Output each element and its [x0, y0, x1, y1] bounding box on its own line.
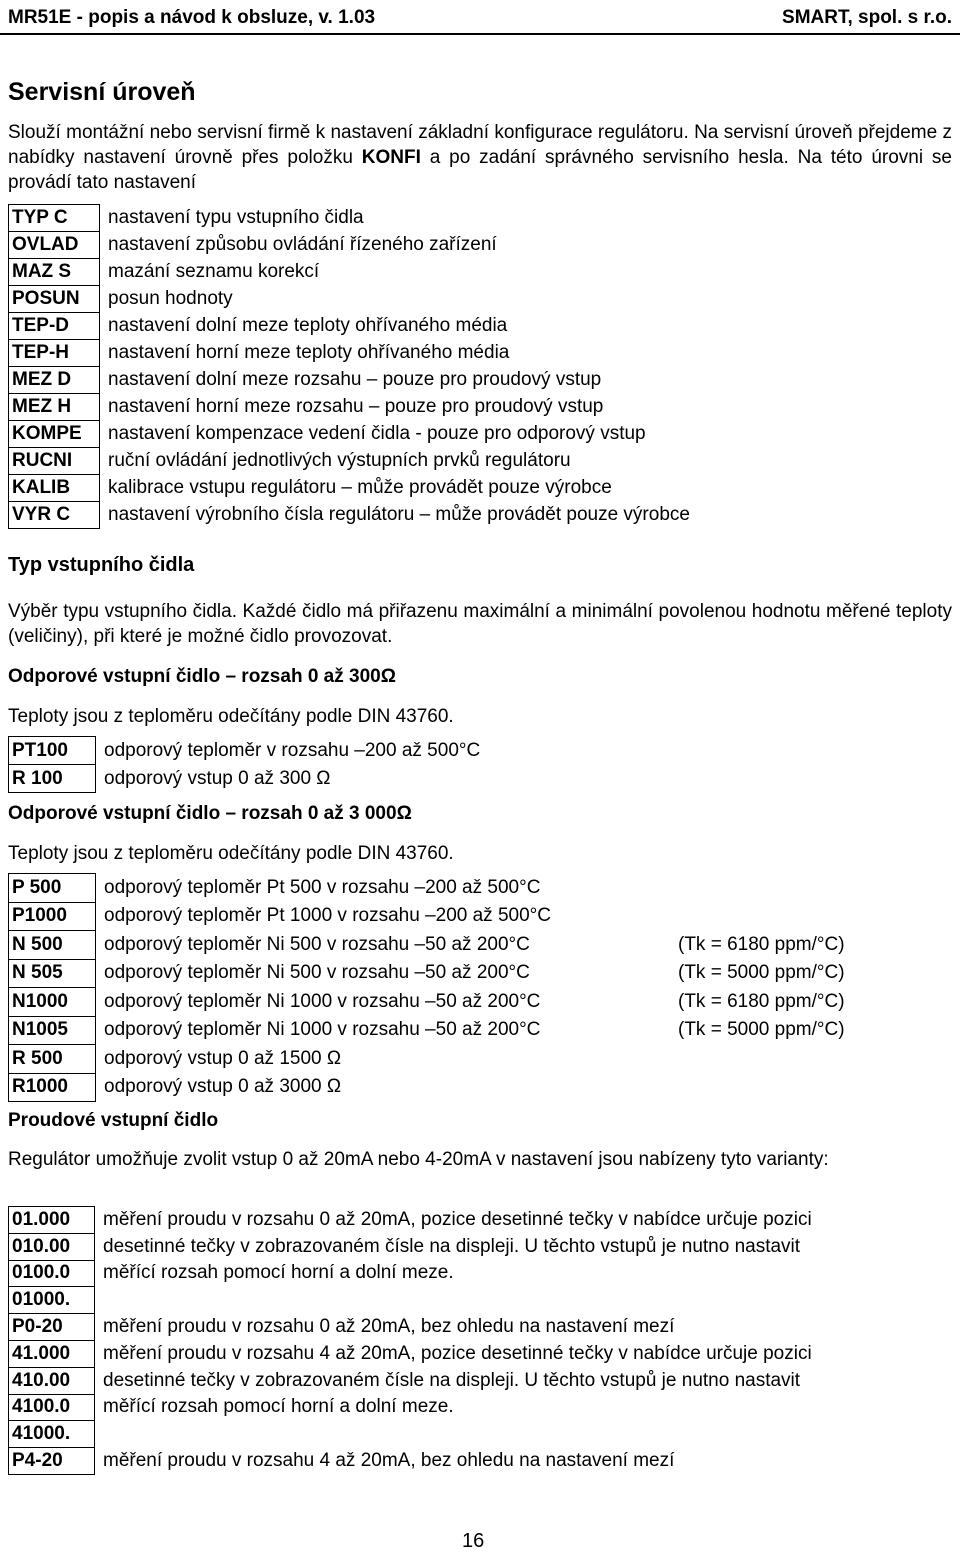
table-row	[9, 313, 690, 340]
header-left: MR51E - popis a návod k obsluze, v. 1.03	[8, 7, 376, 28]
row-description-text: kalibrace vstupu regulátoru – může provádět pouze výrobce	[108, 477, 612, 498]
table-row	[9, 1287, 813, 1314]
row-code: MAZ S	[9, 259, 100, 286]
table-row	[9, 931, 552, 960]
table-row	[9, 1367, 813, 1394]
table-row	[9, 902, 552, 931]
row-description	[100, 259, 690, 286]
table-row	[9, 286, 690, 313]
table-row	[9, 205, 690, 232]
row-description	[96, 1073, 552, 1102]
row-description-text: odporový teploměr Ni 500 v rozsahu –50 až 200°C	[104, 933, 530, 955]
row-description	[96, 765, 481, 793]
row-description-text: odporový teploměr v rozsahu –200 až 500°C	[104, 739, 481, 761]
row-description	[96, 902, 552, 931]
table-row	[9, 1421, 813, 1448]
row-description	[100, 232, 690, 259]
row-description-text: odporový teploměr Ni 1000 v rozsahu –50 až 200°C	[104, 990, 541, 1012]
row-code: N1005	[9, 1016, 96, 1045]
row-description	[96, 959, 845, 988]
row-description	[95, 1367, 813, 1394]
row-code: P 500	[9, 874, 96, 903]
section-title-service-level: Servisní úroveň	[8, 78, 196, 106]
row-code: KALIB	[9, 475, 100, 502]
row-description-text: měření proudu v rozsahu 4 až 20mA, bez ohledu na nastavení mezí	[103, 1450, 675, 1472]
row-code: POSUN	[9, 286, 100, 313]
row-code: 0100.0	[9, 1260, 95, 1287]
table-row	[9, 421, 690, 448]
din-note-1: Teploty jsou z teploměru odečítány podle DIN 43760.	[8, 706, 454, 727]
table-row	[9, 340, 690, 367]
row-description	[95, 1287, 813, 1314]
table-row	[9, 959, 552, 988]
table-row	[9, 988, 552, 1017]
konfi-keyword: KONFI	[361, 147, 421, 168]
row-description	[100, 475, 690, 502]
row-description-text: desetinné tečky v zobrazovaném čísle na displeji. U těchto vstupů je nutno nastavit	[103, 1235, 801, 1257]
row-description	[96, 737, 481, 765]
table-row	[9, 1340, 813, 1367]
row-description-text: měřící rozsah pomocí horní a dolní meze.	[103, 1262, 454, 1284]
table-row	[9, 232, 690, 259]
row-code: R 500	[9, 1045, 96, 1074]
row-code: R 100	[9, 765, 96, 793]
table-row	[9, 1233, 813, 1260]
row-description	[95, 1340, 813, 1367]
subsection-resistive-3000: Odporové vstupní čidlo – rozsah 0 až 3 000Ω	[8, 803, 412, 824]
row-description-text: mazání seznamu korekcí	[108, 261, 320, 282]
row-code: 41.000	[9, 1340, 95, 1367]
row-description	[100, 313, 690, 340]
row-description	[100, 502, 690, 529]
table-row	[9, 1314, 813, 1341]
row-code: MEZ D	[9, 367, 100, 394]
page-number: 16	[462, 1530, 485, 1552]
row-tk-coefficient: (Tk = 5000 ppm/°C)	[678, 962, 845, 984]
row-code: 41000.	[9, 1421, 95, 1448]
resistive-3000-table	[8, 873, 845, 1102]
row-description-text: nastavení způsobu ovládání řízeného zařízení	[108, 234, 497, 255]
service-level-intro: Slouží montážní nebo servisní firmě k nastavení základní konfigurace regulátoru. Na servisní úroveň přejdeme z nabídky nastavení úrovně přes položku KONFI a po zadání správného servisního hesla. Na této úrovni se provádí tato nastavení	[8, 122, 952, 193]
row-code: P1000	[9, 902, 96, 931]
row-description-text: nastavení výrobního čísla regulátoru – může provádět pouze výrobce	[108, 504, 690, 525]
table-row	[9, 1207, 813, 1234]
row-description	[96, 931, 845, 960]
row-code: TYP C	[9, 205, 100, 232]
row-description	[96, 1016, 845, 1045]
row-tk-coefficient: (Tk = 6180 ppm/°C)	[678, 990, 845, 1012]
row-code: MEZ H	[9, 394, 100, 421]
row-description	[95, 1207, 813, 1234]
row-description-text: odporový vstup 0 až 3000 Ω	[104, 1076, 342, 1098]
row-description	[100, 340, 690, 367]
row-description-text: nastavení dolní meze rozsahu – pouze pro proudový vstup	[108, 369, 602, 390]
row-description	[95, 1260, 813, 1287]
header-rule	[0, 33, 960, 35]
row-code: 4100.0	[9, 1394, 95, 1421]
table-row	[9, 394, 690, 421]
row-description-text: měření proudu v rozsahu 0 až 20mA, pozice desetinné tečky v nabídce určuje pozici	[103, 1208, 812, 1230]
settings-table	[8, 204, 690, 529]
row-code: N 500	[9, 931, 96, 960]
row-description	[100, 421, 690, 448]
section-title-input-sensor: Typ vstupního čidla	[8, 554, 195, 576]
row-code: 410.00	[9, 1367, 95, 1394]
table-row	[9, 1016, 552, 1045]
table-row	[9, 1073, 552, 1102]
row-description	[96, 874, 552, 903]
row-code: OVLAD	[9, 232, 100, 259]
row-description	[100, 205, 690, 232]
row-code: 01000.	[9, 1287, 95, 1314]
row-code: P4-20	[9, 1448, 95, 1475]
row-code: VYR C	[9, 502, 100, 529]
row-description-text: odporový vstup 0 až 1500 Ω	[104, 1047, 342, 1069]
row-tk-coefficient: (Tk = 6180 ppm/°C)	[678, 933, 845, 955]
row-description-text: posun hodnoty	[108, 288, 233, 309]
row-code: TEP-D	[9, 313, 100, 340]
row-tk-coefficient: (Tk = 5000 ppm/°C)	[678, 1019, 845, 1041]
din-note-2: Teploty jsou z teploměru odečítány podle DIN 43760.	[8, 843, 454, 864]
row-description	[95, 1421, 813, 1448]
row-description-text: měření proudu v rozsahu 0 až 20mA, bez ohledu na nastavení mezí	[103, 1316, 675, 1338]
row-code: R1000	[9, 1073, 96, 1102]
row-description-text: odporový teploměr Ni 1000 v rozsahu –50 až 200°C	[104, 1019, 541, 1041]
row-code: 01.000	[9, 1207, 95, 1234]
table-row	[9, 765, 481, 793]
table-row	[9, 475, 690, 502]
row-description-text: odporový teploměr Pt 500 v rozsahu –200 až 500°C	[104, 876, 541, 898]
current-intro: Regulátor umožňuje zvolit vstup 0 až 20mA nebo 4-20mA v nastavení jsou nabízeny tyto varianty:	[8, 1149, 829, 1170]
subsection-current: Proudové vstupní čidlo	[8, 1110, 219, 1131]
row-description	[96, 988, 845, 1017]
row-description	[100, 367, 690, 394]
row-code: N1000	[9, 988, 96, 1017]
table-row	[9, 1045, 552, 1074]
row-description-text: nastavení horní meze rozsahu – pouze pro proudový vstup	[108, 396, 604, 417]
table-row	[9, 1260, 813, 1287]
resistive-300-table	[8, 736, 481, 793]
table-row	[9, 737, 481, 765]
row-description	[96, 1045, 552, 1074]
table-row	[9, 502, 690, 529]
row-code: TEP-H	[9, 340, 100, 367]
row-description-text: ruční ovládání jednotlivých výstupních prvků regulátoru	[108, 450, 571, 471]
row-description-text: odporový vstup 0 až 300 Ω	[104, 767, 331, 789]
row-description	[95, 1394, 813, 1421]
row-description-text: desetinné tečky v zobrazovaném čísle na displeji. U těchto vstupů je nutno nastavit	[103, 1369, 801, 1391]
row-description	[95, 1233, 813, 1260]
table-row	[9, 1394, 813, 1421]
row-description-text: nastavení horní meze teploty ohřívaného média	[108, 342, 510, 363]
table-row	[9, 1448, 813, 1475]
row-code: PT100	[9, 737, 96, 765]
input-sensor-intro: Výběr typu vstupního čidla. Každé čidlo má přiřazenu maximální a minimální povolenou hodnotu měřené teploty (veličiny), při které je možné čidlo provozovat.	[8, 601, 952, 647]
current-table	[8, 1206, 813, 1475]
row-code: 010.00	[9, 1233, 95, 1260]
row-description	[100, 448, 690, 475]
row-description	[100, 394, 690, 421]
row-description-text: nastavení kompenzace vedení čidla - pouze pro odporový vstup	[108, 423, 646, 444]
row-code: RUCNI	[9, 448, 100, 475]
subsection-resistive-300: Odporové vstupní čidlo – rozsah 0 až 300Ω	[8, 666, 396, 687]
row-code: KOMPE	[9, 421, 100, 448]
row-description-text: odporový teploměr Pt 1000 v rozsahu –200 až 500°C	[104, 905, 551, 927]
header-right: SMART, spol. s r.o.	[782, 7, 952, 28]
row-code: N 505	[9, 959, 96, 988]
row-description-text: měřící rozsah pomocí horní a dolní meze.	[103, 1396, 454, 1418]
table-row	[9, 448, 690, 475]
table-row	[9, 367, 690, 394]
row-description-text: nastavení dolní meze teploty ohřívaného média	[108, 315, 508, 336]
table-row	[9, 259, 690, 286]
row-description-text: nastavení typu vstupního čidla	[108, 207, 364, 228]
row-description-text: odporový teploměr Ni 500 v rozsahu –50 až 200°C	[104, 962, 530, 984]
table-row	[9, 874, 552, 903]
row-description	[95, 1314, 813, 1341]
row-description	[100, 286, 690, 313]
row-description	[95, 1448, 813, 1475]
row-description-text: měření proudu v rozsahu 4 až 20mA, pozice desetinné tečky v nabídce určuje pozici	[103, 1342, 812, 1364]
row-code: P0-20	[9, 1314, 95, 1341]
